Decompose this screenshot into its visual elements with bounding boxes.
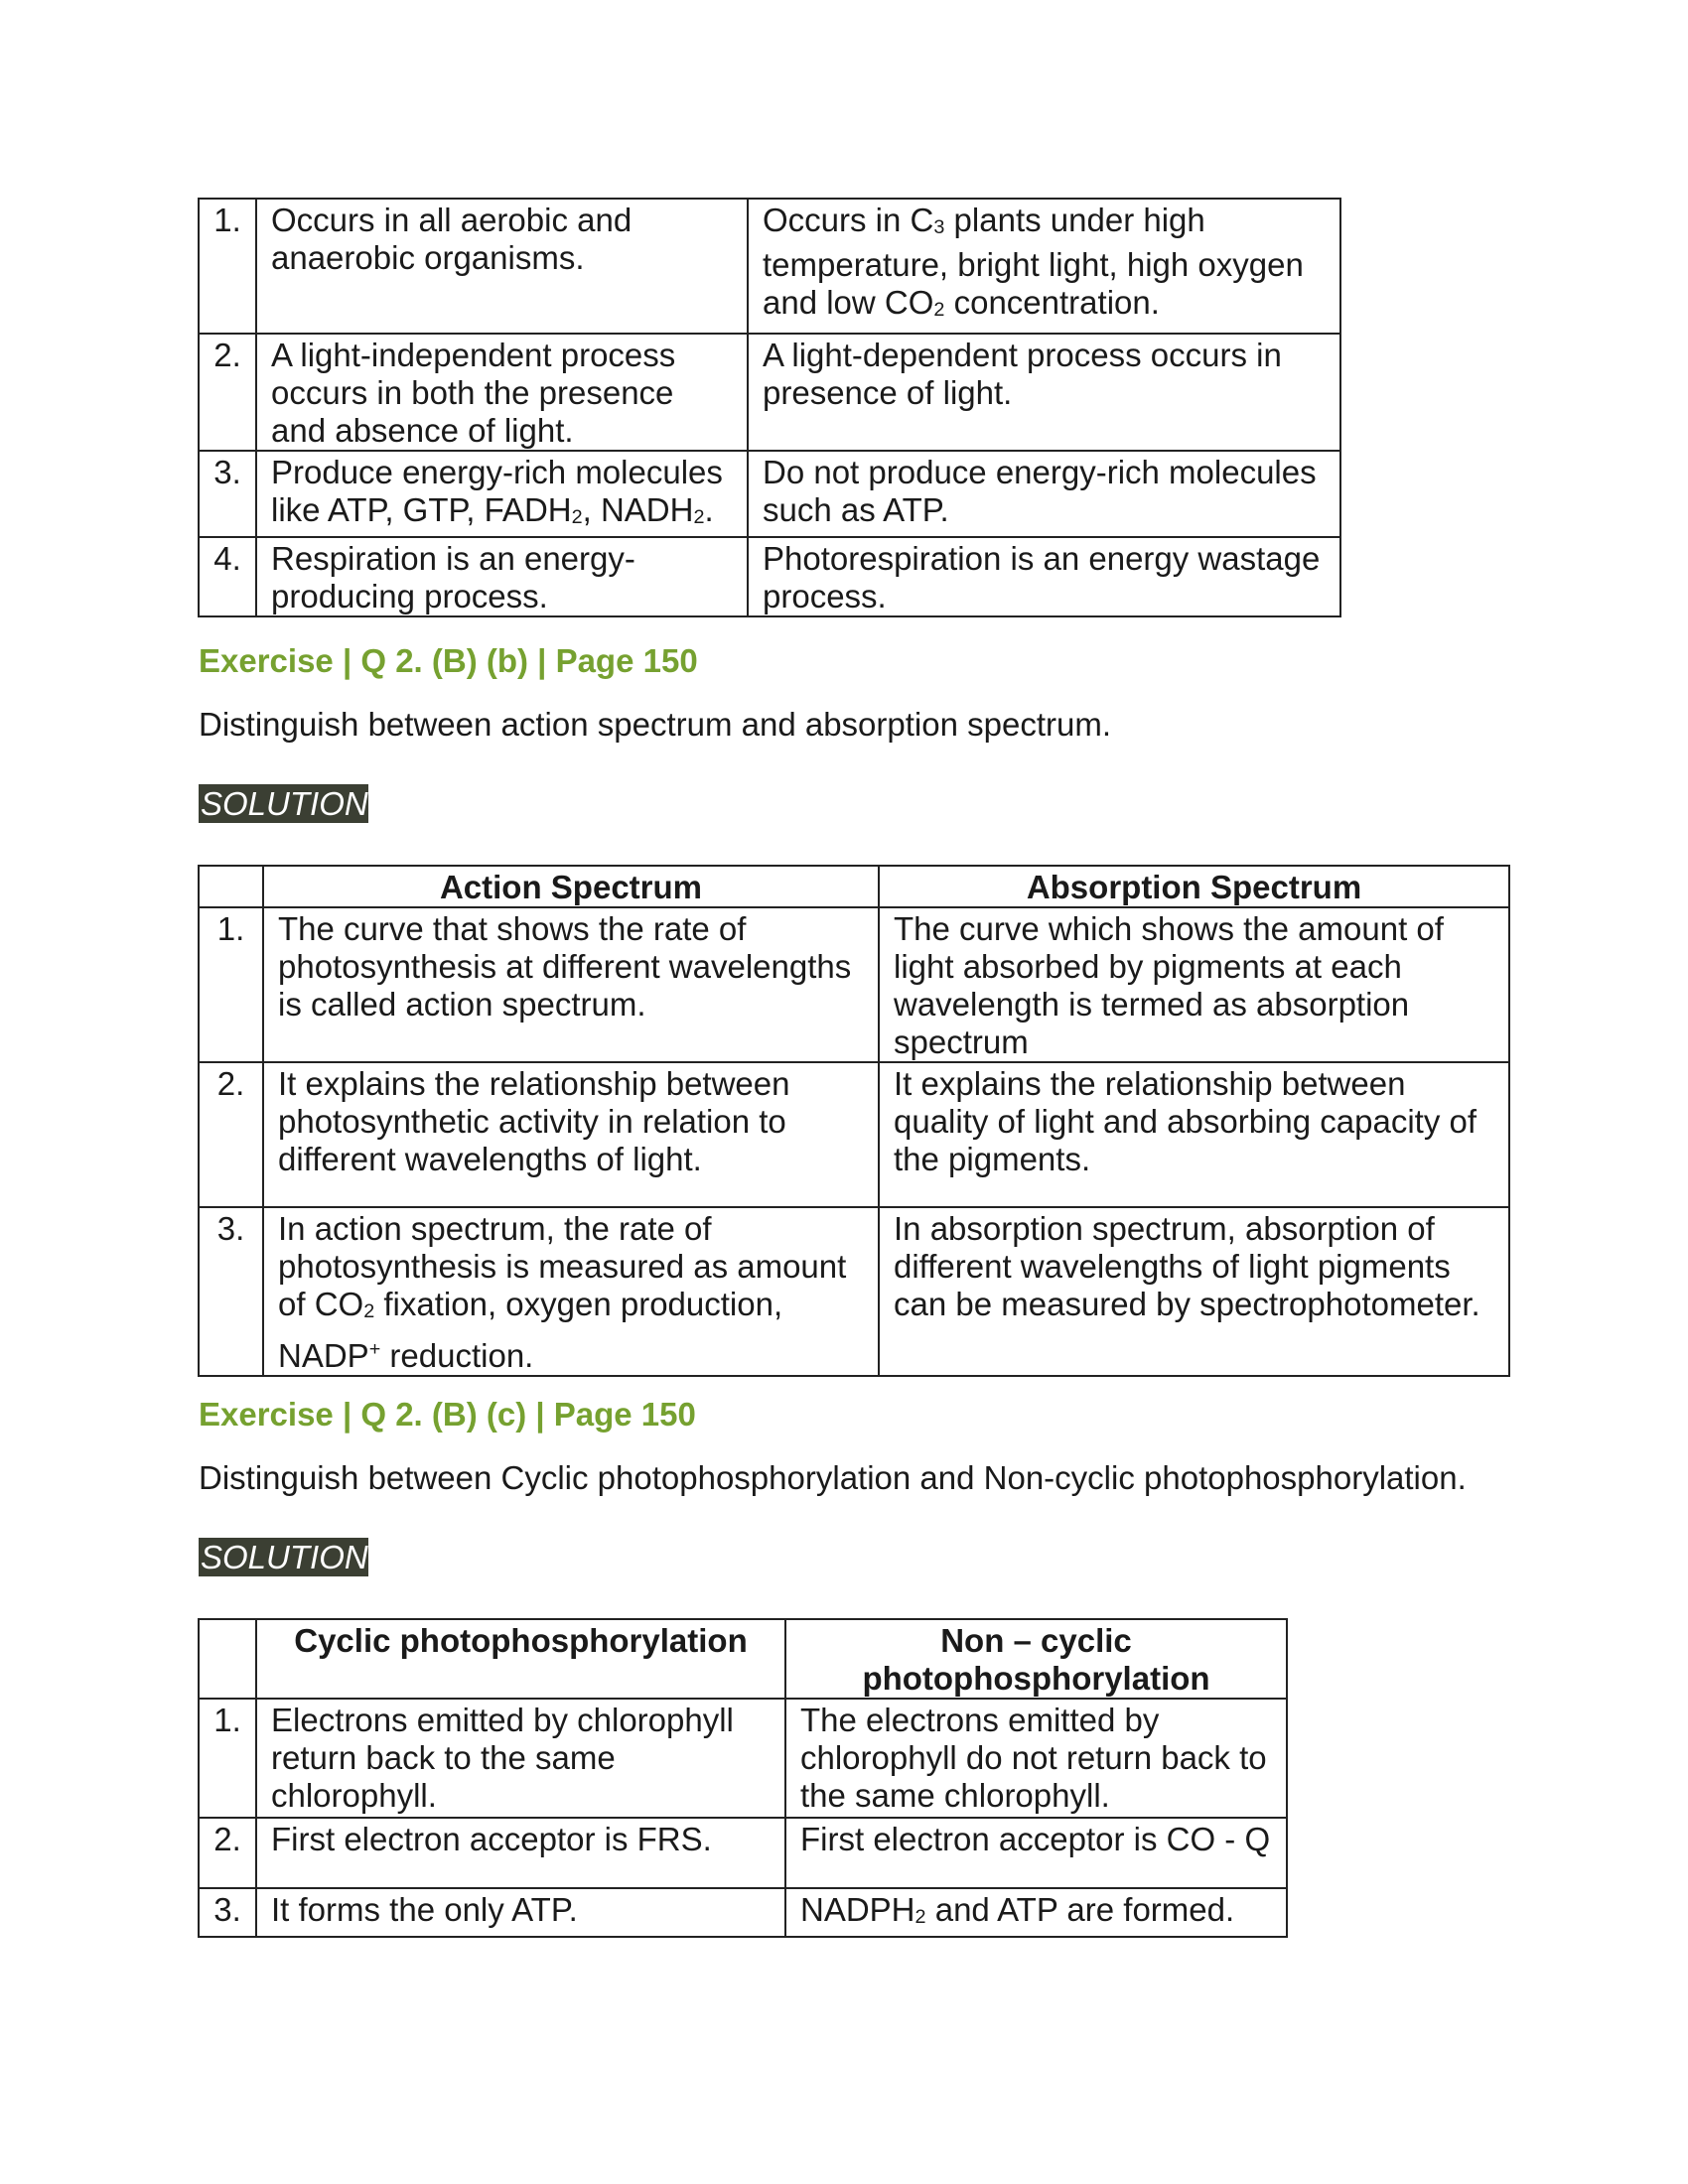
table-header-row: [199, 1619, 1287, 1699]
question-text: Distinguish between action spectrum and absorption spectrum.: [199, 706, 1111, 743]
action-spectrum-cell: In action spectrum, the rate of photosynthesis is measured as amount of $CO_2$ fixation, oxygen production, NADP+ reduction.: [263, 1207, 879, 1376]
non-cyclic-cell: $NADPH_2$ and ATP are formed.: [785, 1888, 1287, 1937]
column-header: Absorption Spectrum: [879, 866, 1509, 907]
row-number: 2.: [199, 1818, 256, 1888]
table-row: [199, 537, 1340, 616]
column-header: Cyclic photophosphorylation: [256, 1619, 785, 1699]
photorespiration-cell: Occurs in $C_3$ plants under high temperature, bright light, high oxygen and low $CO_2$ concentration.: [748, 199, 1340, 334]
column-header: Non – cyclic photophosphorylation: [785, 1619, 1287, 1699]
table-row: [199, 451, 1340, 537]
photorespiration-cell: Photorespiration is an energy wastage process.: [748, 537, 1340, 616]
action-spectrum-cell: It explains the relationship between photosynthetic activity in relation to different wavelengths of light.: [263, 1062, 879, 1207]
exercise-heading: Exercise | Q 2. (B) (b) | Page 150: [199, 642, 698, 679]
spectrum-comparison-table: [198, 865, 1510, 1377]
cyclic-cell: Electrons emitted by chlorophyll return back to the same chlorophyll.: [256, 1699, 785, 1818]
question-text: Distinguish between Cyclic photophosphorylation and Non-cyclic photophosphorylation.: [199, 1459, 1467, 1496]
table-row: [199, 199, 1340, 334]
column-header: Action Spectrum: [263, 866, 879, 907]
action-spectrum-cell: The curve that shows the rate of photosynthesis at different wavelengths is called action spectrum.: [263, 907, 879, 1062]
absorption-spectrum-cell: It explains the relationship between quality of light and absorbing capacity of the pigments.: [879, 1062, 1509, 1207]
table-row: [199, 334, 1340, 451]
empty-header-cell: [199, 866, 263, 907]
cyclic-cell: It forms the only ATP.: [256, 1888, 785, 1937]
table-row: [199, 907, 1509, 1062]
row-number: 3.: [199, 451, 256, 537]
row-number: 1.: [199, 907, 263, 1062]
table-row: [199, 1699, 1287, 1818]
respiration-comparison-table: [198, 198, 1341, 617]
table-row: [199, 1062, 1509, 1207]
row-number: 2.: [199, 1062, 263, 1207]
table-row: [199, 1888, 1287, 1937]
row-number: 4.: [199, 537, 256, 616]
solution-label: SOLUTION: [201, 1539, 368, 1575]
non-cyclic-cell: First electron acceptor is CO - Q: [785, 1818, 1287, 1888]
solution-label: SOLUTION: [201, 785, 368, 822]
exercise-heading: Exercise | Q 2. (B) (c) | Page 150: [199, 1396, 696, 1433]
row-number: 1.: [199, 1699, 256, 1818]
empty-header-cell: [199, 1619, 256, 1699]
row-number: 1.: [199, 199, 256, 334]
photorespiration-cell: Do not produce energy-rich molecules such as ATP.: [748, 451, 1340, 537]
absorption-spectrum-cell: In absorption spectrum, absorption of different wavelengths of light pigments can be measured by spectrophotometer.: [879, 1207, 1509, 1376]
non-cyclic-cell: The electrons emitted by chlorophyll do not return back to the same chlorophyll.: [785, 1699, 1287, 1818]
absorption-spectrum-cell: The curve which shows the amount of light absorbed by pigments at each wavelength is termed as absorption spectrum: [879, 907, 1509, 1062]
photophosphorylation-comparison-table: [198, 1618, 1288, 1938]
row-number: 3.: [199, 1207, 263, 1376]
photorespiration-cell: A light-dependent process occurs in presence of light.: [748, 334, 1340, 451]
respiration-cell: Respiration is an energy- producing process.: [256, 537, 748, 616]
table-header-row: [199, 866, 1509, 907]
respiration-cell: Occurs in all aerobic and anaerobic organisms.: [256, 199, 748, 334]
row-number: 2.: [199, 334, 256, 451]
table-row: [199, 1818, 1287, 1888]
respiration-cell: A light-independent process occurs in both the presence and absence of light.: [256, 334, 748, 451]
respiration-cell: Produce energy-rich molecules like ATP, GTP, $FADH_2$, $NADH_2$.: [256, 451, 748, 537]
table-row: [199, 1207, 1509, 1376]
row-number: 3.: [199, 1888, 256, 1937]
cyclic-cell: First electron acceptor is FRS.: [256, 1818, 785, 1888]
